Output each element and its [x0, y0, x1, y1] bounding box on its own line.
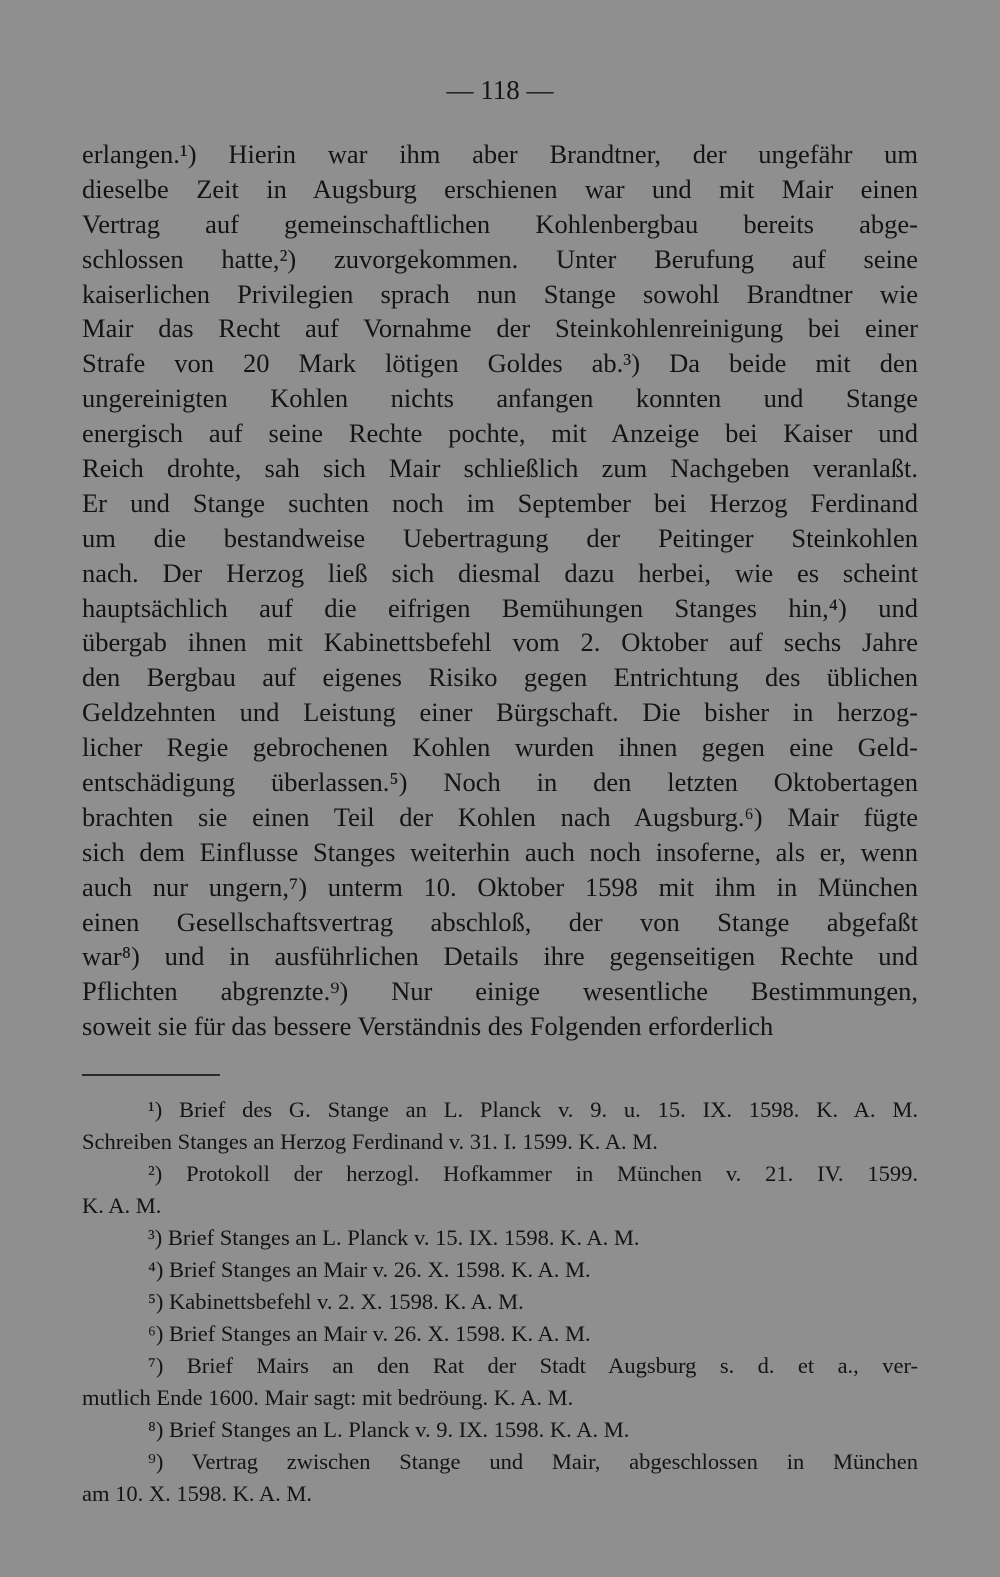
body-line: brachten sie einen Teil der Kohlen nach Augsburg.⁶) Mair fügte	[82, 801, 918, 832]
body-line: Geldzehnten und Leistung einer Bürgschaft. Die bisher in herzog-	[82, 697, 918, 728]
footnote-separator	[82, 1074, 220, 1076]
footnote-line: ³) Brief Stanges an L. Planck v. 15. IX. 1598. K. A. M.	[148, 1225, 640, 1250]
body-line: schlossen hatte,²) zuvorgekommen. Unter Berufung auf seine	[82, 243, 918, 274]
body-line: Strafe von 20 Mark lötigen Goldes ab.³) Da beide mit den	[82, 348, 918, 379]
body-line: soweit sie für das bessere Verständnis des Folgenden erforderlich	[82, 1011, 774, 1042]
body-line: Pflichten abgrenzte.⁹) Nur einige wesentliche Bestimmungen,	[82, 976, 918, 1007]
body-line: kaiserlichen Privilegien sprach nun Stange sowohl Brandtner wie	[82, 278, 918, 309]
body-line: nach. Der Herzog ließ sich diesmal dazu herbei, wie es scheint	[82, 557, 918, 588]
footnote-line: K. A. M.	[82, 1193, 162, 1218]
footnote-line: ¹) Brief des G. Stange an L. Planck v. 9. u. 15. IX. 1598. K. A. M.	[148, 1097, 918, 1122]
body-line: dieselbe Zeit in Augsburg erschienen war und mit Mair einen	[82, 173, 918, 204]
body-line: einen Gesellschaftsvertrag abschloß, der von Stange abgefaßt	[82, 906, 918, 937]
footnote-line: ⁸) Brief Stanges an L. Planck v. 9. IX. 1598. K. A. M.	[148, 1417, 630, 1442]
footnote-line: ⁴) Brief Stanges an Mair v. 26. X. 1598. K. A. M.	[148, 1257, 591, 1282]
footnote-line: ⁹) Vertrag zwischen Stange und Mair, abgeschlossen in München	[148, 1449, 918, 1474]
body-line: auch nur ungern,⁷) unterm 10. Oktober 1598 mit ihm in München	[82, 871, 918, 902]
body-line: Vertrag auf gemeinschaftlichen Kohlenbergbau bereits abge-	[82, 208, 918, 239]
body-text	[82, 137, 918, 1044]
body-line: ungereinigten Kohlen nichts anfangen konnten und Stange	[82, 383, 918, 414]
footnote-line: ⁶) Brief Stanges an Mair v. 26. X. 1598. K. A. M.	[148, 1321, 591, 1346]
body-line: Er und Stange suchten noch im September bei Herzog Ferdinand	[82, 487, 918, 518]
body-line: hauptsächlich auf die eifrigen Bemühungen Stanges hin,⁴) und	[82, 592, 918, 623]
body-line: war⁸) und in ausführlichen Details ihre gegenseitigen Rechte und	[82, 941, 918, 972]
body-line: licher Regie gebrochenen Kohlen wurden ihnen gegen eine Geld-	[82, 732, 918, 763]
body-line: entschädigung überlassen.⁵) Noch in den letzten Oktobertagen	[82, 767, 918, 798]
body-line: den Bergbau auf eigenes Risiko gegen Entrichtung des üblichen	[82, 662, 918, 693]
body-line: um die bestandweise Uebertragung der Peitinger Steinkohlen	[82, 522, 918, 553]
page-number: — 118 —	[446, 75, 554, 105]
footnote-line: ⁵) Kabinettsbefehl v. 2. X. 1598. K. A. M.	[148, 1289, 524, 1314]
footnote-line: ²) Protokoll der herzogl. Hofkammer in München v. 21. IV. 1599.	[148, 1161, 918, 1186]
footnote-line: Schreiben Stanges an Herzog Ferdinand v. 31. I. 1599. K. A. M.	[82, 1129, 658, 1154]
footnote-line: ⁷) Brief Mairs an den Rat der Stadt Augsburg s. d. et a., ver-	[148, 1353, 918, 1378]
body-line: Mair das Recht auf Vornahme der Steinkohlenreinigung bei einer	[82, 313, 918, 344]
footnote-line: mutlich Ende 1600. Mair sagt: mit bedröung. K. A. M.	[82, 1385, 574, 1410]
body-line: energisch auf seine Rechte pochte, mit Anzeige bei Kaiser und	[82, 418, 918, 449]
body-line: übergab ihnen mit Kabinettsbefehl vom 2. Oktober auf sechs Jahre	[82, 627, 918, 658]
body-line: sich dem Einflusse Stanges weiterhin auch noch insoferne, als er, wenn	[82, 836, 918, 867]
footnotes	[82, 1094, 918, 1510]
body-line: erlangen.¹) Hierin war ihm aber Brandtner, der ungefähr um	[82, 139, 918, 169]
body-line: Reich drohte, sah sich Mair schließlich zum Nachgeben veranlaßt.	[82, 453, 918, 484]
footnote-line: am 10. X. 1598. K. A. M.	[82, 1481, 312, 1506]
